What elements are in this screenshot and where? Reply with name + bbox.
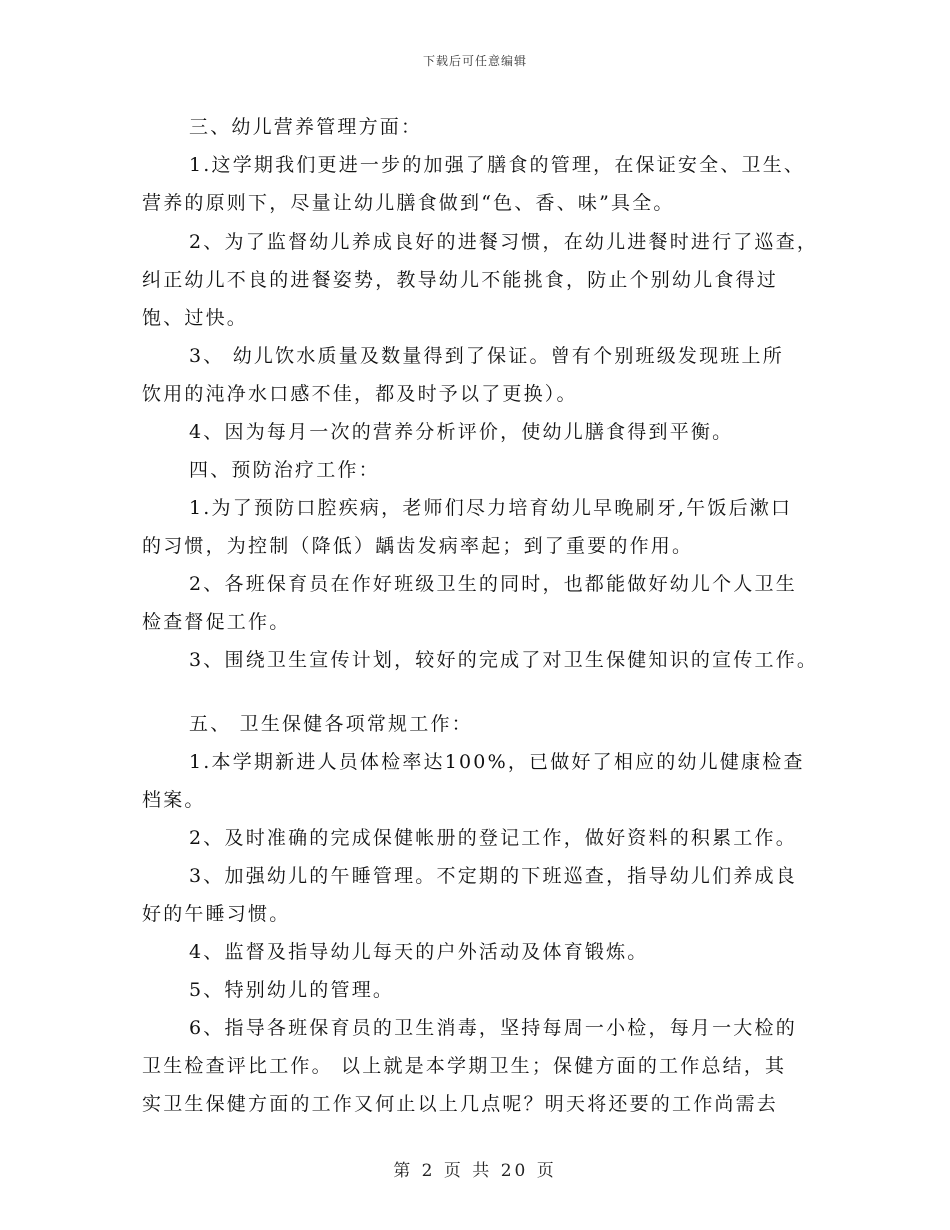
text-line: 3、围绕卫生宣传计划，较好的完成了对卫生保健知识的宣传工作。 (189, 649, 819, 671)
text-line: 1.本学期新进人员体检率达100%，已做好了相应的幼儿健康检查 (189, 751, 805, 773)
heading-section-4: 四、预防治疗工作： (189, 459, 380, 481)
text-line: 的习惯，为控制（降低）龋齿发病率起；到了重要的作用。 (142, 535, 694, 557)
text-line: 4、监督及指导幼儿每天的户外活动及体育锻炼。 (189, 941, 649, 963)
text-line: 1.为了预防口腔疾病，老师们尽力培育幼儿早晚刷牙,午饭后漱口 (189, 497, 793, 519)
text-line: 3、 幼儿饮水质量及数量得到了保证。曾有个别班级发现班上所 (189, 345, 784, 367)
page-number-footer: 第 2 页 共 20 页 (393, 1161, 557, 1181)
text-line: 好的午睡习惯。 (142, 903, 291, 925)
text-line: 2、及时准确的完成保健帐册的登记工作，做好资料的积累工作。 (189, 827, 797, 849)
text-line: 纠正幼儿不良的进餐姿势，教导幼儿不能挑食，防止个别幼儿食得过 (142, 269, 779, 291)
text-line: 饱、过快。 (142, 307, 249, 329)
text-line: 6、指导各班保育员的卫生消毒，坚持每周一小检，每月一大检的 (189, 1017, 797, 1039)
text-line: 卫生检查评比工作。 以上就是本学期卫生；保健方面的工作总结，其 (142, 1055, 787, 1077)
text-line: 饮用的沌净水口感不佳，都及时予以了更换）。 (142, 383, 578, 405)
heading-section-5: 五、 卫生保健各项常规工作： (189, 713, 473, 735)
text-line: 5、特别幼儿的管理。 (189, 979, 395, 1001)
text-line: 检查督促工作。 (142, 611, 291, 633)
text-line: 实卫生保健方面的工作又何止以上几点呢？明天将还要的工作尚需去 (142, 1093, 779, 1115)
heading-section-3: 三、幼儿营养管理方面： (189, 116, 423, 138)
text-line: 2、各班保育员在作好班级卫生的同时，也都能做好幼儿个人卫生 (189, 573, 797, 595)
text-line: 营养的原则下，尽量让幼儿膳食做到“色、香、味”具全。 (142, 192, 675, 214)
text-line: 4、因为每月一次的营养分析评价，使幼儿膳食得到平衡。 (189, 421, 734, 443)
text-line: 3、加强幼儿的午睡管理。不定期的下班巡查，指导幼儿们养成良 (189, 865, 797, 887)
page-header: 下载后可任意编辑 (422, 54, 527, 68)
text-line: 1.这学期我们更进一步的加强了膳食的管理，在保证安全、卫生、 (189, 154, 806, 176)
text-line: 档案。 (142, 789, 206, 811)
text-line: 2、为了监督幼儿养成良好的进餐习惯，在幼儿进餐时进行了巡查， (189, 231, 819, 253)
